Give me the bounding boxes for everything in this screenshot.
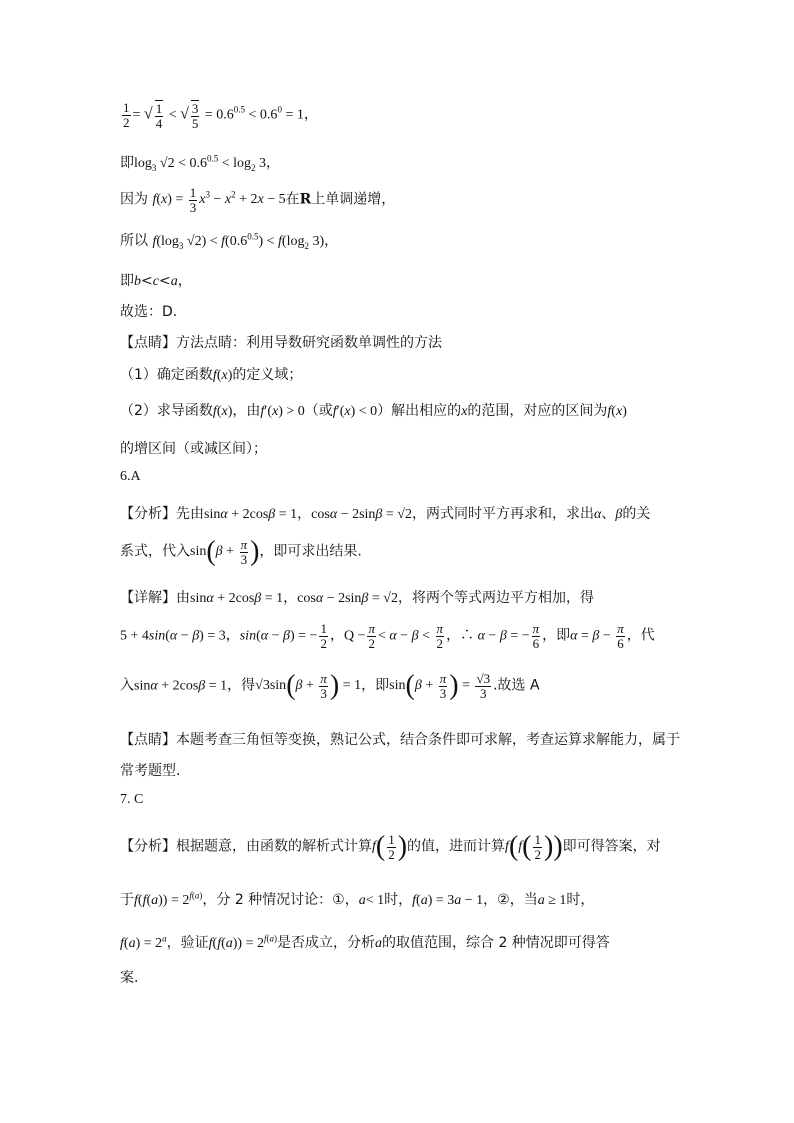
analysis-7: 【分析】根据题意，由函数的解析式计算f( $\frac{1}{2}$ )的值，进而计算f(f( $\frac{1}{2}$ ))即可得答案，对 xyxy=(120,831,661,863)
answer-7: 7. C xyxy=(120,792,144,807)
text-line-9: （2）求导函数f(x)，由f′(x) > 0（或f′(x) < 0）解出相应的x的范围，对应的区间为f(x) xyxy=(120,403,627,419)
text-line-13: 系式，代入sin(β + $\frac{\pi}{3}$ )，即可求出结果. xyxy=(120,536,362,568)
tip-6: 【点睛】本题考查三角恒等变换，熟记公式，结合条件即可求解，考查运算求解能力，属于 xyxy=(120,732,680,748)
text-line-16: 入sinα + 2cosβ = 1，得√3sin(β + $\frac{\pi}{3}$ ) = 1，即sin(β + $\frac{\pi}{3}$ ) = $\frac{√3}{3}$ .故选 A xyxy=(120,670,540,702)
text-line-5: 即b<c<a， xyxy=(120,273,192,289)
text-line-23: 案. xyxy=(120,970,139,986)
text-line-22: $f(a) = 2^a$，验证$f(f(a)) = 2^{f(a)}$是否成立，分析a的取值范围，综合 2 种情况即可得答 xyxy=(120,933,610,951)
detail-6: 【详解】由sinα + 2cosβ = 1，cosα − 2sinβ = √2，将两个等式两边平方相加，得 xyxy=(120,590,594,606)
text-line-4: 所以 $f(\log_3$ $√2) < f(0.6^{0.5}) < f(\log_2$ 3)， xyxy=(120,231,339,251)
text-line-10: 的增区间（或减区间）； xyxy=(120,441,267,457)
analysis-6: 【分析】先由sinα + 2cosβ = 1，cosα − 2sinβ = √2，两式同时平方再求和，求出α、β的关 xyxy=(120,506,651,522)
text-line-18: 常考题型. xyxy=(120,763,181,779)
fraction-one-half: $\frac{1}{2}$ xyxy=(123,100,130,130)
tip-heading-5: 【点睛】方法点睛：利用导数研究函数单调性的方法 xyxy=(120,335,442,351)
text-line-3: 因为 f(x) = $\frac{1}{3}$ $x^3 - x^2 + 2x - 5$在R上单调递增， xyxy=(120,185,396,215)
equation-line-15: 5 + 4sin(α − β) = 3，sin(α − β) = − $\frac{1}{2}$ ，Q − $\frac{\pi}{2}$ < α − β < $\frac{\pi}{2}$ ，∴ α − β = − $\frac{\pi}{6}$ ，即α = β − $\frac{\pi}{6}$ ，代 xyxy=(120,621,655,651)
text-line-21: 于$f(f(a)) = 2^{f(a)}$，分 2 种情况讨论：①，a< 1时，f(a) = 3a − 1，②，当a ≥ 1时， xyxy=(120,890,595,908)
equation-line-1: $\frac{1}{2}$ = √ $\frac{1}{4}$ < √ $\frac{3}{5}$ = $0.6^{0.5} < 0.6^0 = 1$， xyxy=(123,100,318,131)
text-line-8: （1）确定函数f(x)的定义域； xyxy=(120,367,303,383)
text-line-2: 即$\log_3 √2 < 0.6^{0.5} < \log_2 3$， xyxy=(120,153,281,173)
answer-6: 6.A xyxy=(120,469,141,484)
answer-choice-5: 故选：D. xyxy=(120,304,178,320)
